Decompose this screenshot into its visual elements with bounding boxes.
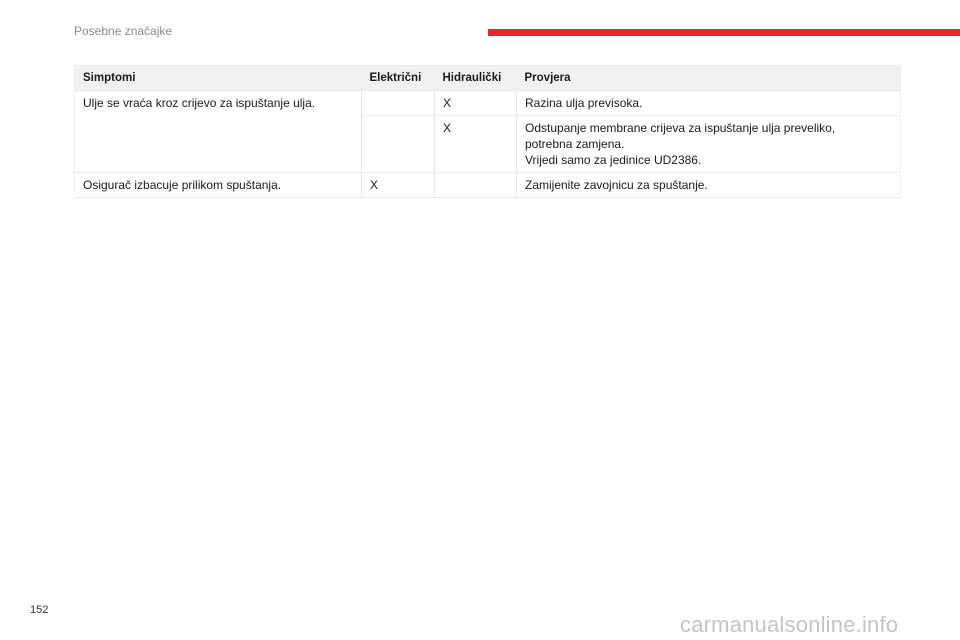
hydraulic-cell: X [435, 91, 517, 116]
check-line: Vrijedi samo za jedinice UD2386. [525, 153, 702, 167]
hydraulic-cell [435, 173, 517, 198]
column-header-symptoms: Simptomi [83, 72, 136, 84]
symptom-cell: Ulje se vraća kroz crijevo za ispuštanje ulja. [75, 91, 362, 173]
troubleshooting-table [74, 65, 901, 198]
check-cell [517, 116, 901, 173]
check-line: potrebna zamjena. [525, 137, 625, 151]
electric-cell: X [362, 173, 435, 198]
page-number: 152 [30, 604, 49, 616]
header-accent-bar [488, 29, 960, 36]
electric-cell [362, 91, 435, 116]
check-line: Razina ulja previsoka. [525, 96, 643, 110]
column-header-check: Provjera [524, 72, 571, 84]
table-row [75, 173, 901, 198]
section-title: Posebne značajke [74, 24, 173, 38]
check-line: Odstupanje membrane crijeva za ispuštanje ulja preveliko, [525, 121, 836, 135]
check-cell [517, 91, 901, 116]
electric-cell [362, 116, 435, 173]
hydraulic-cell: X [435, 116, 517, 173]
table-row [75, 91, 901, 116]
table-header-row [75, 66, 901, 91]
watermark: carmanualsonline.info [680, 612, 899, 637]
check-line: Zamijenite zavojnicu za spuštanje. [525, 178, 708, 192]
symptom-cell: Osigurač izbacuje prilikom spuštanja. [75, 173, 362, 198]
check-cell [517, 173, 901, 198]
column-header-electric: Električni [369, 72, 422, 84]
column-header-hydraulic: Hidraulički [442, 72, 502, 84]
